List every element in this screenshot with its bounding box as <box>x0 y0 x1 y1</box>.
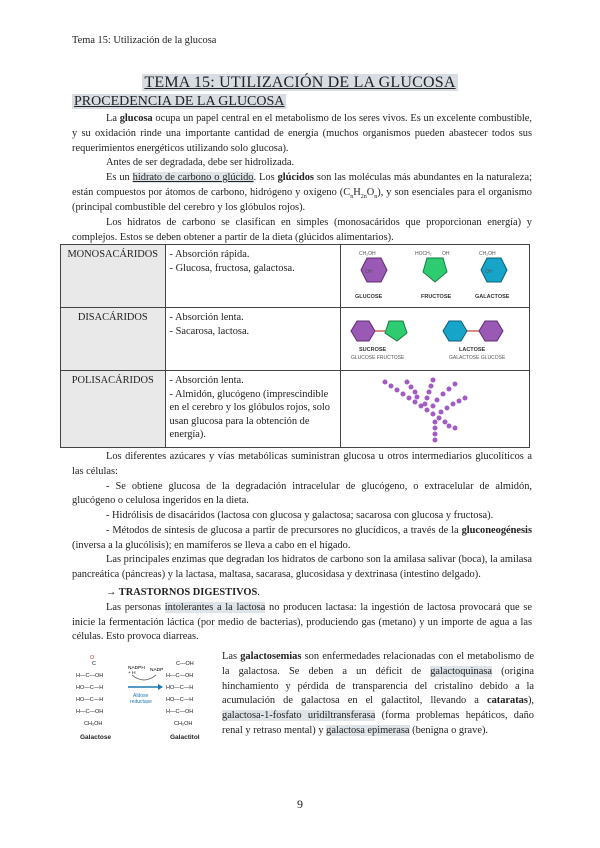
svg-text:HO—C—H: HO—C—H <box>166 685 194 691</box>
svg-text:CH₂OH: CH₂OH <box>359 251 376 257</box>
lactose-paragraph: Las personas intolerantes a la lactosa no producen lactasa: la ingestión de lactosa provocará que se inicie la fermentación láctica (por medio de bacterias), produciendo gas (metano) y un importe de agua a las células. Esto provoca diarreas. <box>72 601 532 643</box>
monosaccharides-figure <box>341 245 530 308</box>
row-description: - Absorción rápida. - Glucosa, fructosa, galactosa. <box>165 245 340 308</box>
svg-text:NADP: NADP <box>150 668 164 673</box>
svg-text:Aldose: Aldose <box>133 693 149 699</box>
table-row <box>61 371 530 448</box>
lactose-label: LACTOSE <box>459 347 486 353</box>
glucose-molecule <box>355 251 387 300</box>
intro-paragraph-4: Los hidratos de carbono se clasifican en simples (monosacáridos que proporcionan energía) y complejos. Estos se deben obtener a partir de la dieta (glúcidos alimentarios). <box>72 217 532 243</box>
bullet-item: - Métodos de síntesis de glucosa a partir de precursores no glucídicos, a través de la gluconeogénesis (inversa a la glucólisis); en mamíferos se lleva a cabo en el hígado. <box>72 524 532 551</box>
fructose-label: FRUCTOSE <box>421 294 452 300</box>
page-title: TEMA 15: UTILIZACIÓN DE LA GLUCOSA <box>144 74 456 91</box>
carbohydrate-types-table <box>60 244 530 448</box>
sucrose-molecule <box>351 321 407 361</box>
intro-paragraph-1: La glucosa ocupa un papel central en el metabolismo de los seres vivos. Es un excelente combustible, y su oxidación rinde una importante cantidad de energía (muchos organismos pueden abastecer todos sus requerimientos energéticos utilizando solo glucosa). <box>72 113 532 154</box>
intro-paragraph-3: Es un hidrato de carbono o glúcido. Los glúcidos son las moléculas más abundantes en la naturaleza; están compuestos por átomos de carbono, hidrógeno y oxígeno $(C_nH_{2n}O_n)$, y son esenciales para el organismo (principal combustible del cerebro y los glóbulos rojos). <box>72 172 532 214</box>
row-name: DISACÁRIDOS <box>61 308 166 371</box>
intro-block <box>72 112 532 246</box>
glucose-label: GLUCOSE <box>355 294 383 300</box>
svg-text:H—C—OH: H—C—OH <box>166 709 194 715</box>
svg-text:+ H: + H <box>128 671 136 676</box>
svg-text:HO—C—H: HO—C—H <box>166 697 194 703</box>
lactose-molecule <box>443 321 506 361</box>
galactitol-fig-label: Galactitol <box>170 734 200 741</box>
row-name: POLISACÁRIDOS <box>61 371 166 448</box>
running-header: Tema 15: Utilización de la glucosa <box>72 35 217 46</box>
svg-text:HO—C—H: HO—C—H <box>76 685 104 691</box>
reaction-arrow <box>128 665 163 705</box>
galactose-fig-label: Galactose <box>80 734 112 741</box>
svg-text:CH₂OH: CH₂OH <box>84 721 103 727</box>
svg-text:GALACTOSE GLUCOSE: GALACTOSE GLUCOSE <box>449 355 506 361</box>
table-row <box>61 245 530 308</box>
svg-text:OH: OH <box>365 269 373 275</box>
svg-text:OH: OH <box>442 251 450 257</box>
galactose-molecule <box>475 251 510 300</box>
svg-text:HOCH₂: HOCH₂ <box>415 251 432 257</box>
row-name: MONOSACÁRIDOS <box>61 245 166 308</box>
svg-text:C—OH: C—OH <box>176 661 194 667</box>
bullet-item: - Se obtiene glucosa de la degradación intracelular de glucógeno, o extracelular de almidón, glucógeno o celulosa ingeridos en la dieta. <box>72 480 532 507</box>
section-heading: PROCEDENCIA DE LA GLUCOSA <box>74 94 285 109</box>
after-table-block <box>72 450 532 583</box>
bullet-item: - Hidrólisis de disacáridos (lactosa con glucosa y galactosa; sacarosa con glucosa y fructosa). <box>106 510 494 522</box>
galactose-label: GALACTOSE <box>475 294 510 300</box>
sucrose-label: SUCROSE <box>359 347 387 353</box>
paragraph: Los diferentes azúcares y vías metabólicas suministran glucosa u otros intermediarios glucolíticos a las células: <box>72 451 532 477</box>
svg-text:GLUCOSE FRUCTOSE: GLUCOSE FRUCTOSE <box>351 355 405 361</box>
svg-text:O: O <box>90 655 95 661</box>
disorders-block <box>72 586 532 645</box>
svg-text:NADPH: NADPH <box>128 666 145 671</box>
row-description: - Absorción lenta. - Sacarosa, lactosa. <box>165 308 340 371</box>
disorders-heading: → TRASTORNOS DIGESTIVOS. <box>106 587 260 598</box>
row-description: - Absorción lenta. - Almidón, glucógeno (imprescindible en el cerebro y los glóbulos rojos, solo usan glucosa para la obtención de energía). <box>165 371 340 448</box>
fructose-molecule <box>415 251 451 300</box>
glycogen-branches <box>383 378 468 443</box>
intro-paragraph-2: Antes de ser degradada, debe ser hidrolizada. <box>106 157 295 169</box>
svg-text:H—C—OH: H—C—OH <box>76 673 104 679</box>
svg-text:CH₂OH: CH₂OH <box>479 251 496 257</box>
glycogen-figure <box>341 371 530 448</box>
svg-text:CH₂OH: CH₂OH <box>174 721 193 727</box>
paragraph: Las principales enzimas que degradan los hidratos de carbono son la amilasa salivar (boca), la amilasa pancreática (páncreas) y la lactasa, maltasa, sacarasa, glucosidasa y dextrinasa (intestino delgado). <box>72 554 532 581</box>
svg-text:OH: OH <box>485 269 493 275</box>
disaccharides-figure <box>341 308 530 371</box>
svg-text:C: C <box>92 661 96 667</box>
svg-text:reductase: reductase <box>130 699 152 705</box>
page-number: 9 <box>297 797 303 811</box>
galactosemia-paragraph: Las galactosemias son enfermedades relacionadas con el metabolismo de la galactosa. Se deben a un déficit de galactoquinasa (origina hinchamiento y pérdida de transparencia del cristalino debido a la acumulación de galactosa en el galactitol, llevando a cataratas), galactosa-1-fosfato uridiltransferasa (forma problemas hepáticos, daño renal y retraso mental) y galactosa epimerasa (benigna o grave). <box>222 651 535 736</box>
svg-text:HO—C—H: HO—C—H <box>76 697 104 703</box>
svg-text:H—C—OH: H—C—OH <box>166 673 194 679</box>
table-row <box>61 308 530 371</box>
galactose-figure <box>72 651 222 757</box>
svg-text:H—C—OH: H—C—OH <box>76 709 104 715</box>
